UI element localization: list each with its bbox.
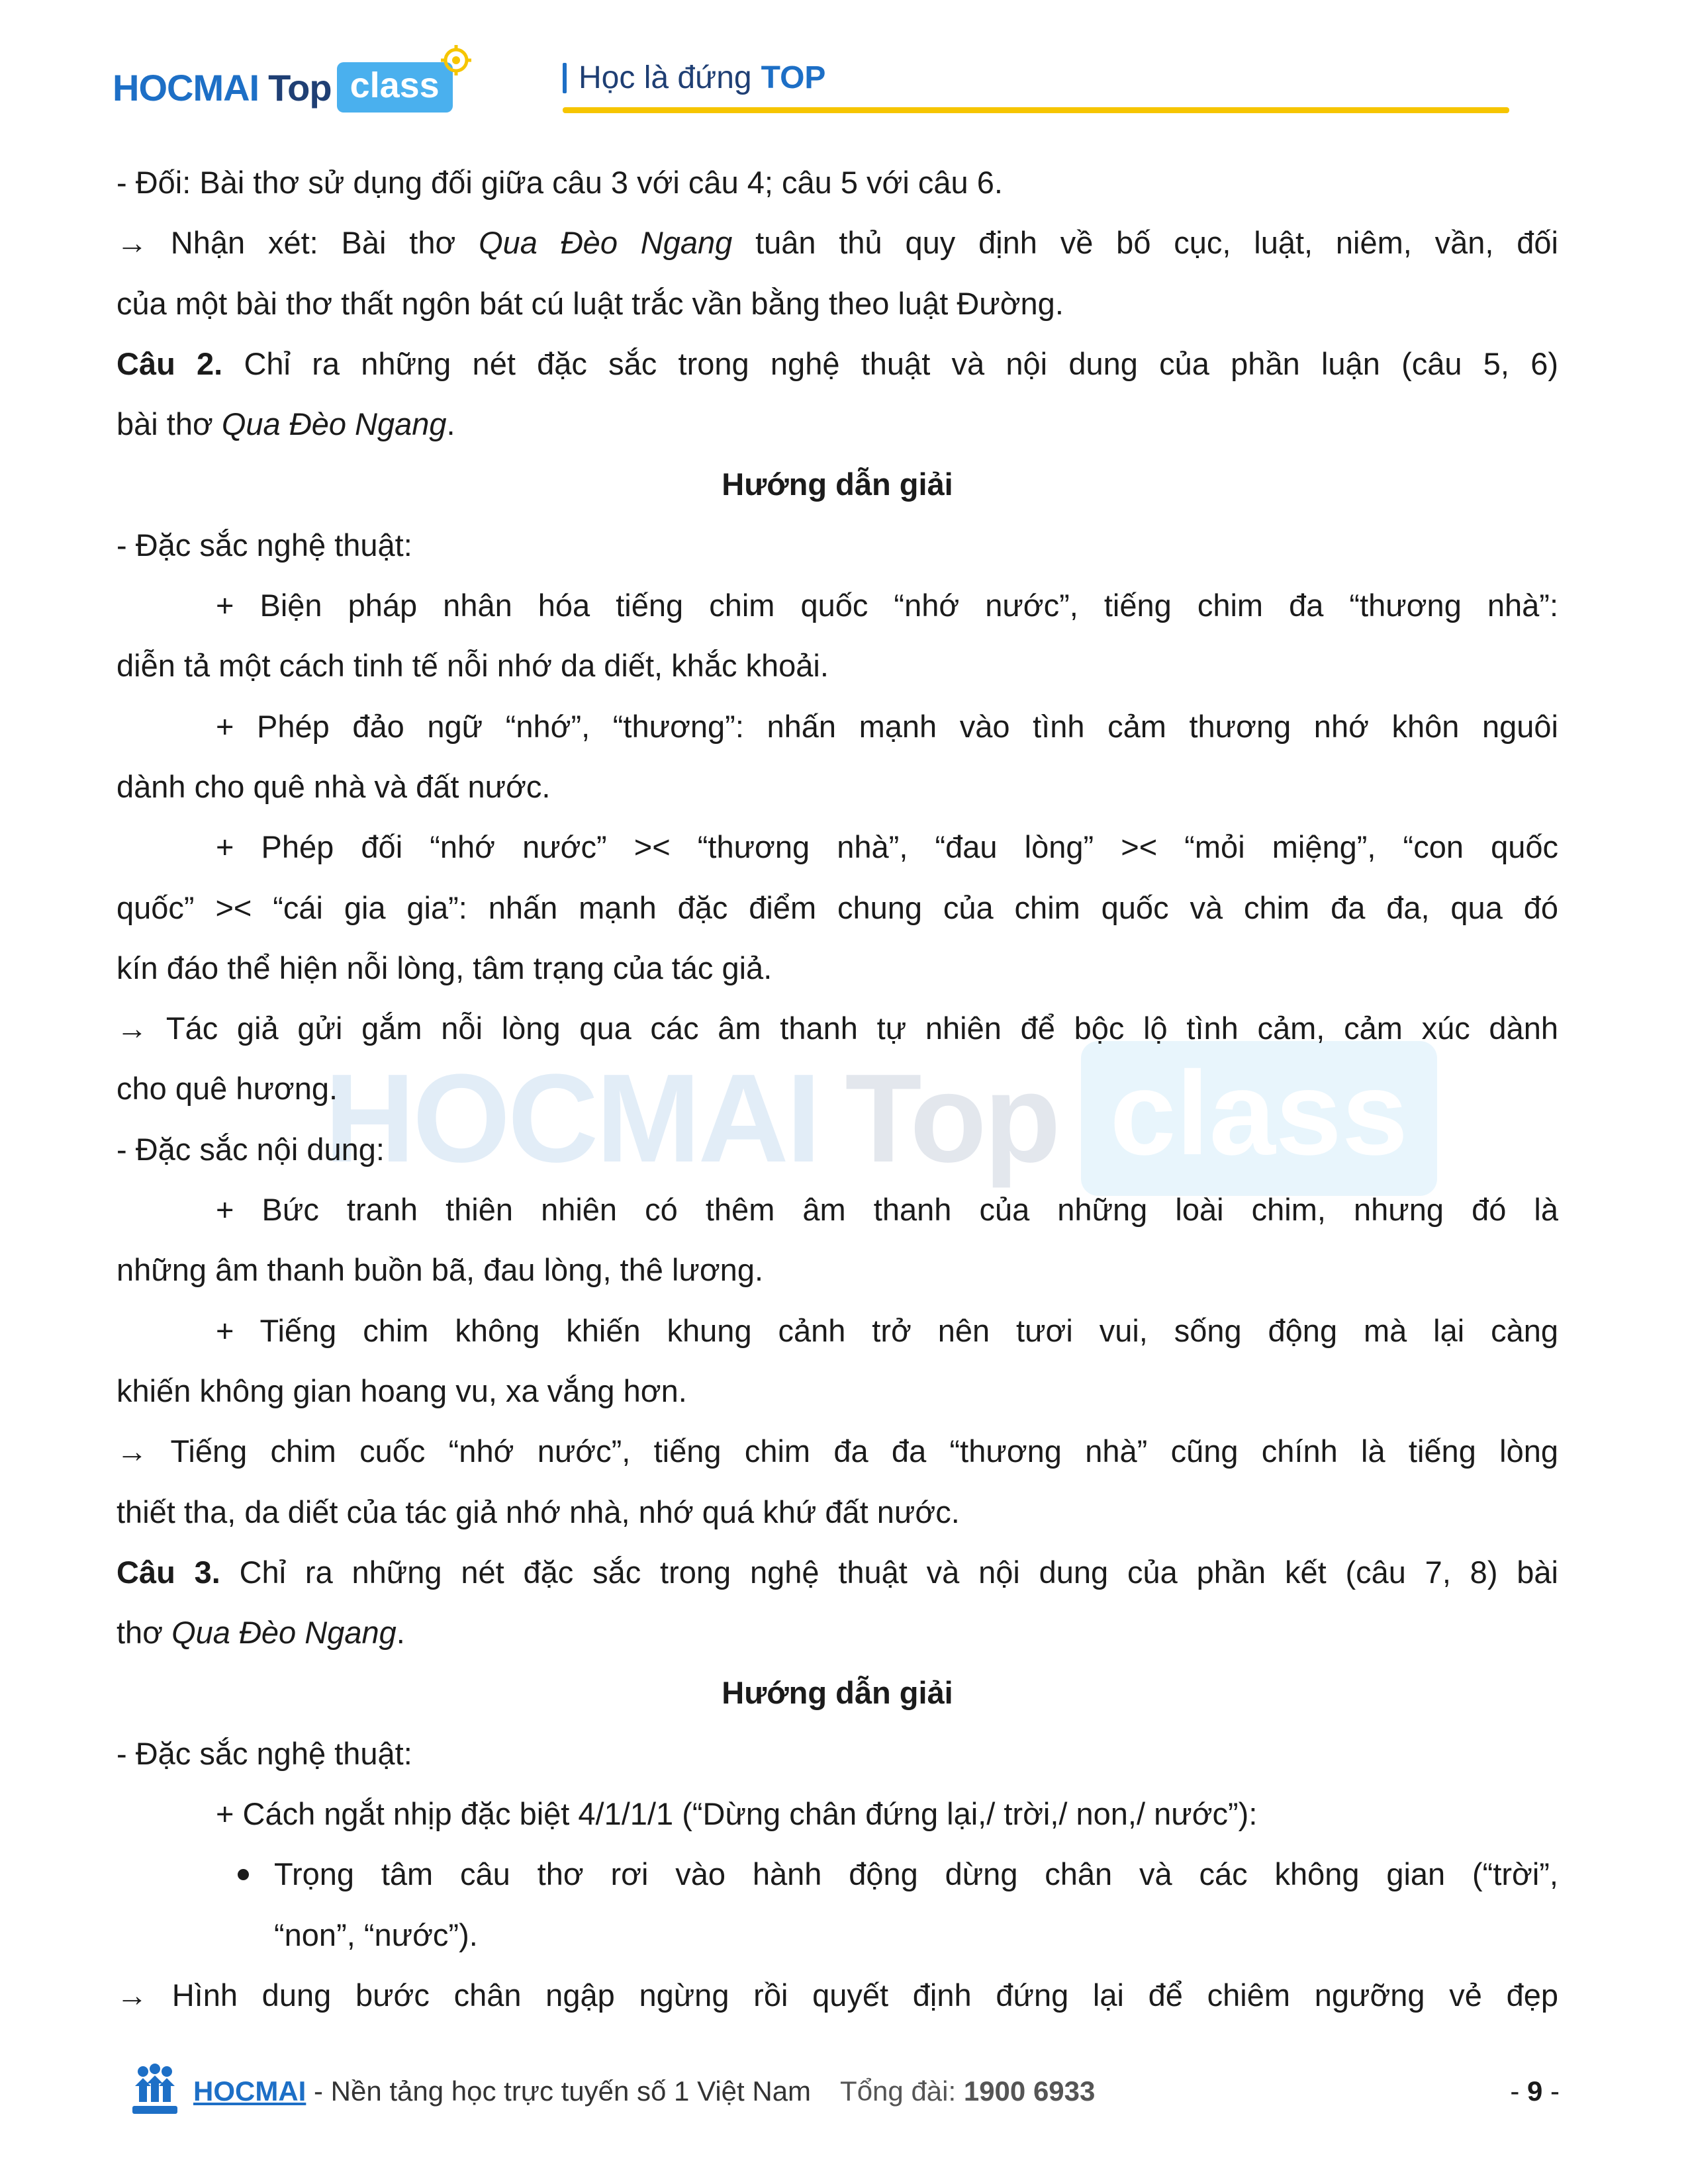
bullet-item-cont: “non”, “nước”).: [274, 1917, 478, 1952]
paragraph-line: khiến không gian hoang vu, xa vắng hơn.: [117, 1373, 687, 1408]
question-2: Câu 2. Chỉ ra những nét đặc sắc trong nghệ thuật và nội dung của phần luận (câu 5, 6): [117, 345, 1558, 381]
paragraph-line: → Tiếng chim cuốc “nhớ nước”, tiếng chim đa đa “thương nhà” cũng chính là tiếng lòng: [117, 1433, 1558, 1469]
watermark-top-text: Top: [845, 1048, 1058, 1189]
page-number: - 9 -: [1510, 2075, 1560, 2107]
footer-brand-link[interactable]: HOCMAI: [193, 2075, 306, 2107]
footer-hotline: 1900 6933: [963, 2075, 1096, 2107]
footer-text: [193, 2075, 1095, 2107]
nhan-xet-line: → Nhận xét: Bài thơ Qua Đèo Ngang tuân thủ quy định về bố cục, luật, niêm, vần, đối: [117, 225, 1559, 261]
logo-class-badge: [337, 62, 453, 113]
question-3: Câu 3. Chỉ ra những nét đặc sắc trong nghệ thuật và nội dung của phần kết (câu 7, 8) bài: [117, 1554, 1558, 1590]
footer-hotline-label: Tổng đài:: [840, 2075, 964, 2107]
paragraph-line: dành cho quê nhà và đất nước.: [117, 768, 551, 804]
paragraph-line: + Phép đảo ngữ “nhớ”, “thương”: nhấn mạnh vào tình cảm thương nhớ khôn nguôi: [216, 708, 1558, 744]
logo-class-text: class: [337, 62, 453, 113]
paragraph-line: những âm thanh buồn bã, đau lòng, thê lương.: [117, 1252, 764, 1288]
logo-top-text: Top: [268, 66, 332, 109]
paragraph-line: + Cách ngắt nhịp đặc biệt 4/1/1/1 (“Dừng chân đứng lại,/ trời,/ non,/ nước”):: [216, 1796, 1258, 1832]
paragraph-line: kín đáo thể hiện nỗi lòng, tâm trạng của tác giả.: [117, 950, 773, 985]
paragraph-line: - Đặc sắc nghệ thuật:: [117, 1735, 412, 1771]
paragraph-line: + Phép đối “nhớ nước” >< “thương nhà”, “đau lòng” >< “mỏi miệng”, “con quốc: [216, 829, 1558, 865]
gear-icon: [441, 45, 471, 75]
bullet-item: Trọng tâm câu thơ rơi vào hành động dừng chân và các không gian (“trời”,: [117, 1844, 1558, 1904]
header-underline: [563, 107, 1509, 113]
paragraph-line: + Bức tranh thiên nhiên có thêm âm thanh của những loài chim, nhưng đó là: [216, 1192, 1558, 1228]
document-body: [117, 152, 1558, 2025]
page-header: [113, 41, 1509, 120]
paragraph-line: + Tiếng chim không khiến khung cảnh trở nên tươi vui, sống động mà lại càng: [216, 1312, 1558, 1348]
question-label: Câu 2.: [117, 345, 223, 381]
section-heading: Hướng dẫn giải: [722, 467, 953, 502]
watermark-hocmai-text: HOCMAI: [324, 1048, 819, 1189]
hocmai-people-icon: [130, 2064, 180, 2116]
question-2-cont: bài thơ Qua Đèo Ngang.: [117, 406, 455, 442]
question-label: Câu 3.: [117, 1554, 220, 1590]
paragraph-line: cho quê hương.: [117, 1071, 338, 1107]
paragraph-line: thiết tha, da diết của tác giả nhớ nhà, nhớ quá khứ đất nước.: [117, 1494, 960, 1529]
bullet-icon: [238, 1869, 249, 1880]
paragraph-line: của một bài thơ thất ngôn bát cú luật trắc vần bằng theo luật Đường.: [117, 285, 1064, 321]
watermark-class-text: class: [1081, 1041, 1437, 1196]
hocmai-topclass-logo: [113, 54, 453, 120]
paragraph-line: → Tác giả gửi gắm nỗi lòng qua các âm thanh tự nhiên để bộc lộ tình cảm, cảm xúc dành: [117, 1011, 1558, 1046]
footer-slogan: - Nền tảng học trực tuyến số 1 Việt Nam: [306, 2075, 812, 2107]
paragraph-line: → Hình dung bước chân ngập ngừng rồi quyết định đứng lại để chiêm ngưỡng vẻ đẹp: [117, 1977, 1558, 2013]
paragraph-line: quốc” >< “cái gia gia”: nhấn mạnh đặc điểm chung của chim quốc và chim đa đa, qua đó: [117, 889, 1558, 925]
logo-hocmai-text: HOCMAI: [113, 66, 259, 109]
paragraph-line: diễn tả một cách tinh tế nỗi nhớ da diết, khắc khoải.: [117, 648, 829, 684]
tagline-divider: [563, 63, 567, 93]
paragraph-line: - Đặc sắc nghệ thuật:: [117, 527, 412, 563]
section-heading: Hướng dẫn giải: [722, 1675, 953, 1711]
tagline-text: Học là đứng: [579, 60, 752, 95]
page-footer: [130, 2064, 1560, 2123]
paragraph-line: - Đặc sắc nội dung:: [117, 1131, 385, 1167]
header-tagline: [563, 60, 825, 96]
paragraph-line: + Biện pháp nhân hóa tiếng chim quốc “nhớ nước”, tiếng chim đa “thương nhà”:: [216, 588, 1558, 623]
doi-line: - Đối: Bài thơ sử dụng đối giữa câu 3 với câu 4; câu 5 với câu 6.: [117, 165, 1003, 200]
tagline-emphasis: TOP: [761, 60, 826, 95]
question-3-cont: thơ Qua Đèo Ngang.: [117, 1615, 405, 1651]
